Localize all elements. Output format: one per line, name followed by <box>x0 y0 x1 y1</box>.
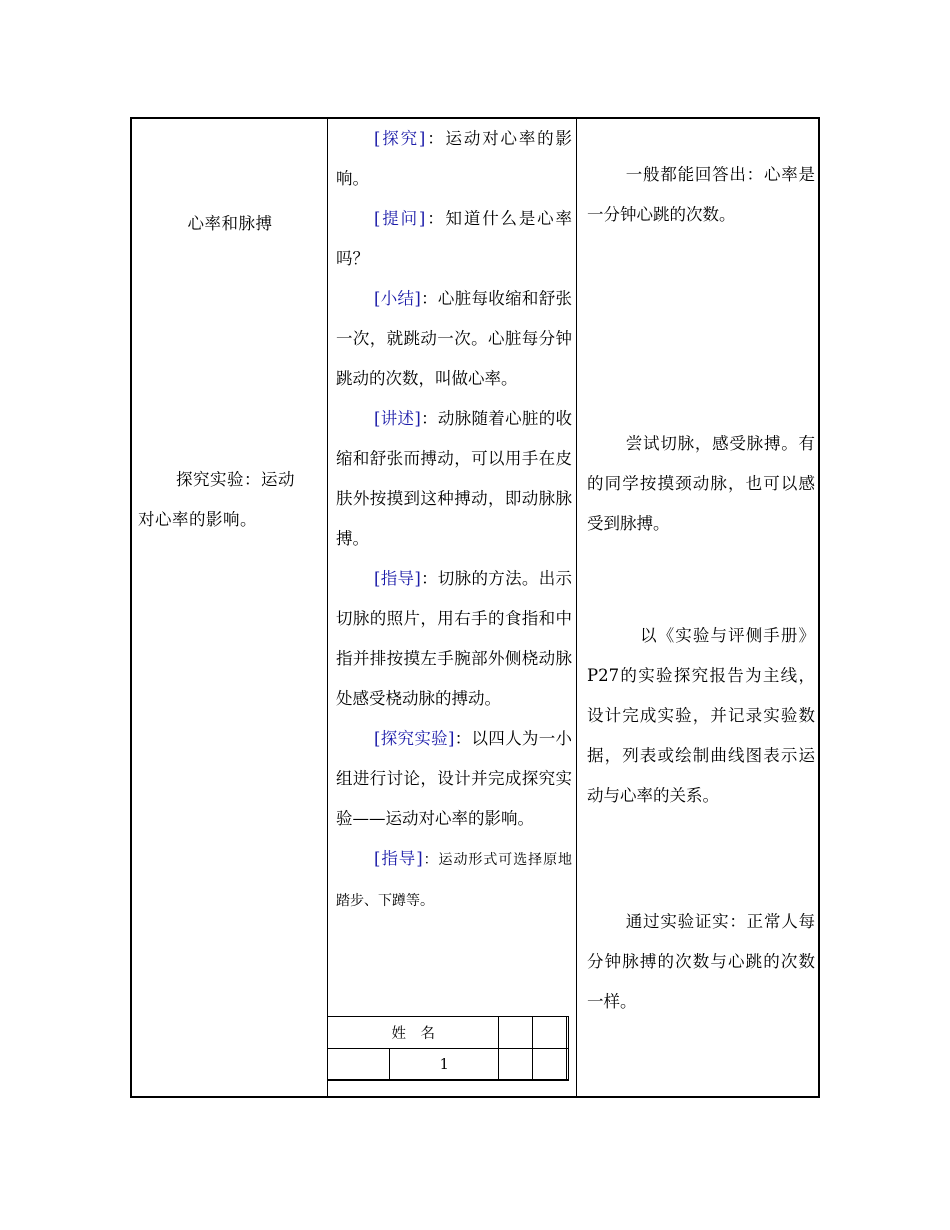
paragraph-text: 尝试切脉，感受脉搏。有的同学按摸颈动脉，也可以感受到脉搏。 <box>587 434 815 533</box>
table-row <box>328 1049 569 1081</box>
table-row <box>328 1017 569 1049</box>
tag-label: [讲述] <box>374 409 421 428</box>
paragraph-text: ：运动对心率的影响。 <box>336 129 573 188</box>
paragraph-text: ：知道什么是心率吗？ <box>336 209 573 268</box>
teacher-text <box>336 119 572 921</box>
topic-line: 对心率的影响。 <box>138 510 257 529</box>
tag-label: [小结] <box>374 289 421 308</box>
paragraph-guidance <box>336 559 572 719</box>
paragraph-text: ：以四人为一小组进行讨论，设计并完成探究实验——运动对心率的影响。 <box>336 729 573 828</box>
student-answer-2 <box>587 424 815 544</box>
tag-label: [探究实验] <box>374 729 455 748</box>
paragraph-lecture <box>336 399 572 559</box>
table-cell <box>328 1049 390 1081</box>
paragraph-text: ：切脉的方法。出示切脉的照片，用右手的食指和中指并排按摸左手腕部外侧桡动脉处感受桡动脉的搏动。 <box>336 569 573 708</box>
student-answer-3 <box>587 616 815 816</box>
student-activity-column <box>577 119 821 1096</box>
table-cell <box>533 1017 567 1049</box>
table-cell <box>567 1049 569 1081</box>
tag-label: [提问] <box>374 209 426 228</box>
table-cell <box>499 1049 533 1081</box>
paragraph-explore <box>336 119 572 199</box>
paragraph-text: 一般都能回答出：心率是一分钟心跳的次数。 <box>587 165 815 224</box>
tag-label: [指导] <box>374 569 421 588</box>
table-header-name: 姓 名 <box>328 1017 499 1049</box>
topic-experiment <box>138 460 322 540</box>
topic-heart-rate <box>138 204 322 244</box>
paragraph-text: 通过实验证实：正常人每分钟脉搏的次数与心跳的次数一样。 <box>587 912 815 1011</box>
tag-label: [指导] <box>374 849 423 868</box>
teacher-activity-column <box>328 119 576 1096</box>
paragraph-text: ：运动形式可选择原地踏步、下蹲等。 <box>336 852 573 909</box>
topic-title: 心率和脉搏 <box>187 214 273 233</box>
student-answer-4 <box>587 902 815 1022</box>
topic-line: 探究实验：运动 <box>176 470 295 489</box>
record-table <box>327 1016 569 1081</box>
tag-label: [探究] <box>374 129 426 148</box>
table-cell <box>499 1017 533 1049</box>
paragraph-experiment <box>336 719 572 839</box>
paragraph-summary <box>336 279 572 399</box>
paragraph-question <box>336 199 572 279</box>
table-cell-number: 1 <box>390 1049 499 1081</box>
table-bottom-rule <box>327 1079 569 1080</box>
paragraph-guidance-2 <box>336 839 572 921</box>
topic-column <box>132 119 327 1096</box>
paragraph-text: 以《实验与评侧手册》P27的实验探究报告为主线，设计完成实验，并记录实验数据，列表或绘制曲线图表示运动与心率的关系。 <box>587 626 815 805</box>
student-answer-1 <box>587 155 815 235</box>
lesson-table <box>130 117 820 1098</box>
table-cell <box>533 1049 567 1081</box>
table-cell <box>567 1017 569 1049</box>
paragraph-text: ：心脏每收缩和舒张一次，就跳动一次。心脏每分钟跳动的次数，叫做心率。 <box>336 289 573 388</box>
paragraph-text: ：动脉随着心脏的收缩和舒张而搏动，可以用手在皮肤外按摸到这种搏动，即动脉脉搏。 <box>336 409 573 548</box>
